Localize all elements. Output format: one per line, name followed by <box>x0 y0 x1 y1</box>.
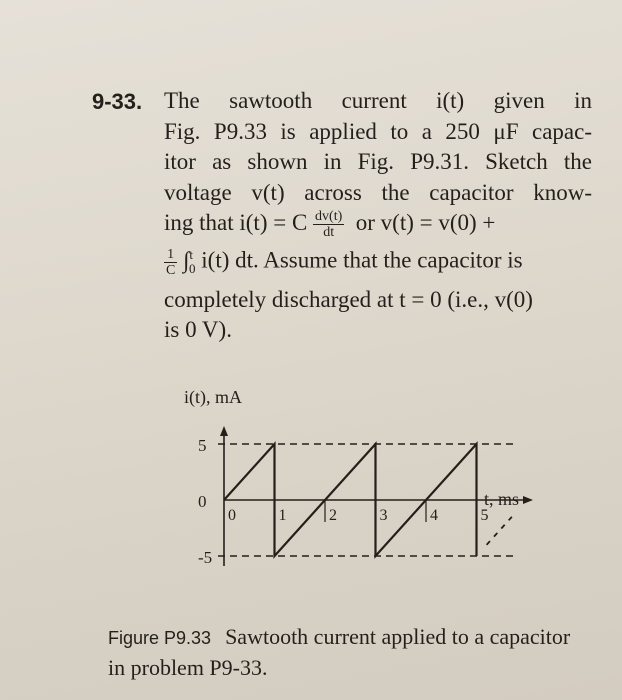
problem-line-5-a: ing that i(t) = C <box>164 210 308 235</box>
integral-upper-limit: t <box>189 247 194 263</box>
problem-line-6-rest: i(t) dt. Assume that the capacitor is <box>201 247 523 273</box>
x-tick-label: 2 <box>329 507 337 524</box>
waveform-continuation <box>487 517 512 545</box>
fraction-one: 1 <box>164 247 177 263</box>
problem-line-6 <box>164 240 592 285</box>
x-tick-label: 3 <box>379 507 388 524</box>
x-tick-label: 5 <box>480 507 489 524</box>
problem-number: 9-33. <box>92 89 143 114</box>
figure-caption <box>108 622 578 683</box>
y-tick-label: -5 <box>198 548 213 567</box>
problem-line-4: voltage v(t) across the capacitor know- <box>164 179 592 205</box>
chart-layer <box>198 426 533 567</box>
fraction-denominator: dt <box>323 225 335 241</box>
problem-text <box>164 86 592 346</box>
fraction-numerator: dv(t) <box>315 209 343 225</box>
problem-line-1: The sawtooth current i(t) given in <box>164 88 592 113</box>
x-tick-label: 0 <box>228 507 236 524</box>
x-axis-arrow <box>523 496 533 504</box>
caption-label: Figure P9.33 <box>108 628 212 648</box>
problem-line-7: completely discharged at t = 0 (i.e., v(0) <box>164 286 533 312</box>
sawtooth-chart <box>150 383 550 608</box>
x-tick-label: 4 <box>430 507 438 524</box>
y-tick-label: 5 <box>198 436 207 455</box>
y-tick-label: 0 <box>198 492 207 511</box>
y-axis-label: i(t), mA <box>184 387 242 407</box>
x-axis-label: t, ms <box>484 489 520 509</box>
y-axis-arrow <box>220 426 228 436</box>
one-over-c-fraction <box>164 247 177 278</box>
fraction-c: C <box>166 263 176 279</box>
problem-line-5 <box>164 208 592 240</box>
figure-p9-33 <box>150 383 550 613</box>
derivative-fraction <box>313 209 344 240</box>
integral-sign: ∫ <box>183 247 190 273</box>
x-tick-label: 1 <box>278 507 287 524</box>
caption-text: Sawtooth current applied to a capacitor in problem P9-33. <box>108 624 571 680</box>
integral-lower-limit: 0 <box>189 261 196 277</box>
problem-line-5-b: or v(t) = v(0) + <box>355 210 496 235</box>
problem-line-2: Fig. P9.33 is applied to a 250 μF capac- <box>164 118 592 144</box>
problem-line-8: is 0 V). <box>164 317 232 343</box>
problem-line-3: itor as shown in Fig. P9.31. Sketch the <box>164 149 592 174</box>
